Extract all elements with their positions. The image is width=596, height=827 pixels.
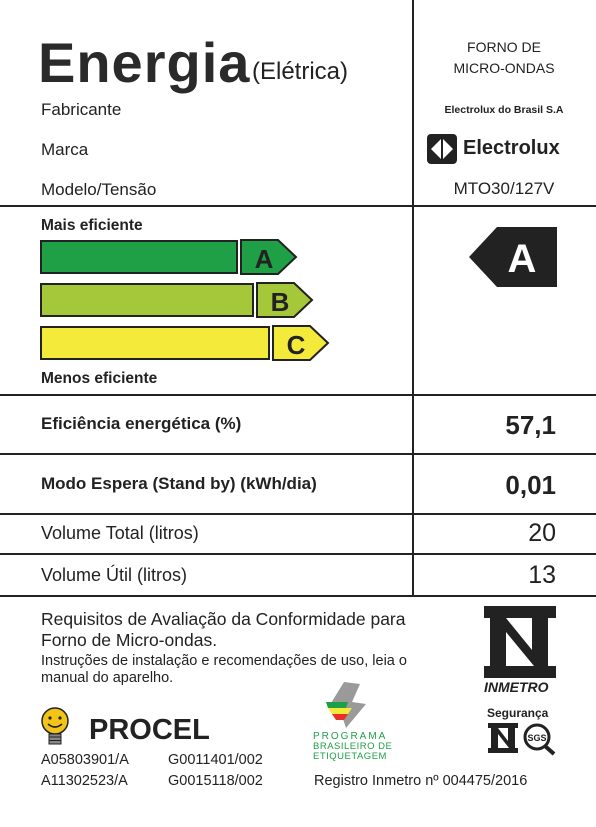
requirements-line2: Forno de Micro-ondas.	[41, 630, 218, 650]
class-a-arrow	[240, 239, 298, 275]
spec-label-total-volume: Volume Total (litros)	[41, 523, 199, 543]
pbe-line2: BRASILEIRO DE	[313, 741, 393, 752]
instructions-line2: manual do aparelho.	[41, 670, 174, 686]
spec-value-efficiency: 57,1	[505, 410, 556, 440]
manufacturer-value: Electrolux do Brasil S.A	[444, 104, 564, 116]
spec-value-standby: 0,01	[505, 470, 556, 500]
code-item: G0015118/002	[168, 773, 263, 789]
divider	[0, 553, 596, 555]
spec-label-efficiency: Eficiência energética (%)	[41, 414, 242, 433]
rating-letter: A	[507, 237, 537, 281]
brand-label: Marca	[41, 140, 89, 159]
class-a-bar	[40, 240, 238, 274]
pbe-line3: ETIQUETAGEM	[313, 751, 387, 762]
seguranca-label: Segurança	[487, 706, 549, 720]
sgs-icon	[522, 722, 558, 756]
class-a-letter: A	[254, 244, 274, 274]
class-b-bar	[40, 283, 254, 317]
least-efficient-label: Menos eficiente	[41, 370, 158, 387]
instructions-line1: Instruções de instalação e recomendações de uso, leia o	[41, 653, 407, 669]
class-c-arrow	[272, 325, 330, 361]
label-subtitle: (Elétrica)	[252, 58, 349, 85]
model-value: MTO30/127V	[453, 179, 555, 198]
divider	[0, 394, 596, 396]
pbe-logo-icon	[322, 680, 372, 730]
header-divider	[412, 0, 414, 596]
divider	[0, 453, 596, 455]
code-item: G0011401/002	[168, 752, 263, 768]
brand-logo	[427, 134, 560, 164]
divider	[0, 205, 596, 207]
divider	[0, 595, 596, 597]
model-label: Modelo/Tensão	[41, 180, 157, 199]
pbe-line1: PROGRAMA	[313, 731, 388, 742]
brand-value: Electrolux	[463, 137, 560, 159]
class-b-letter: B	[270, 287, 290, 317]
class-c-letter: C	[286, 330, 306, 360]
procel-bulb-icon	[38, 706, 72, 748]
inmetro-label: INMETRO	[484, 679, 549, 695]
spec-value-useful-volume: 13	[528, 561, 556, 589]
inmetro-small-icon	[488, 723, 518, 753]
requirements-line1: Requisitos de Avaliação da Conformidade para	[41, 609, 406, 629]
procel-logo-text: PROCEL	[89, 714, 210, 746]
spec-label-useful-volume: Volume Útil (litros)	[41, 565, 188, 585]
inmetro-logo-icon	[484, 606, 556, 678]
manufacturer-label: Fabricante	[41, 100, 122, 119]
class-c-bar	[40, 326, 270, 360]
sgs-text: SGS	[527, 733, 547, 743]
product-type-line1: FORNO DE	[467, 39, 541, 55]
most-efficient-label: Mais eficiente	[41, 217, 143, 234]
divider	[0, 513, 596, 515]
electrolux-logo-icon	[427, 134, 457, 164]
spec-value-total-volume: 20	[528, 519, 556, 547]
registro-label: Registro Inmetro nº 004475/2016	[314, 773, 528, 789]
class-b-arrow	[256, 282, 314, 318]
product-type-line2: MICRO-ONDAS	[453, 60, 555, 76]
rating-indicator	[469, 227, 557, 287]
code-item: A05803901/A	[41, 752, 129, 768]
spec-label-standby: Modo Espera (Stand by) (kWh/dia)	[41, 474, 317, 493]
label-title: Energia	[38, 31, 251, 94]
code-item: A11302523/A	[41, 773, 128, 789]
